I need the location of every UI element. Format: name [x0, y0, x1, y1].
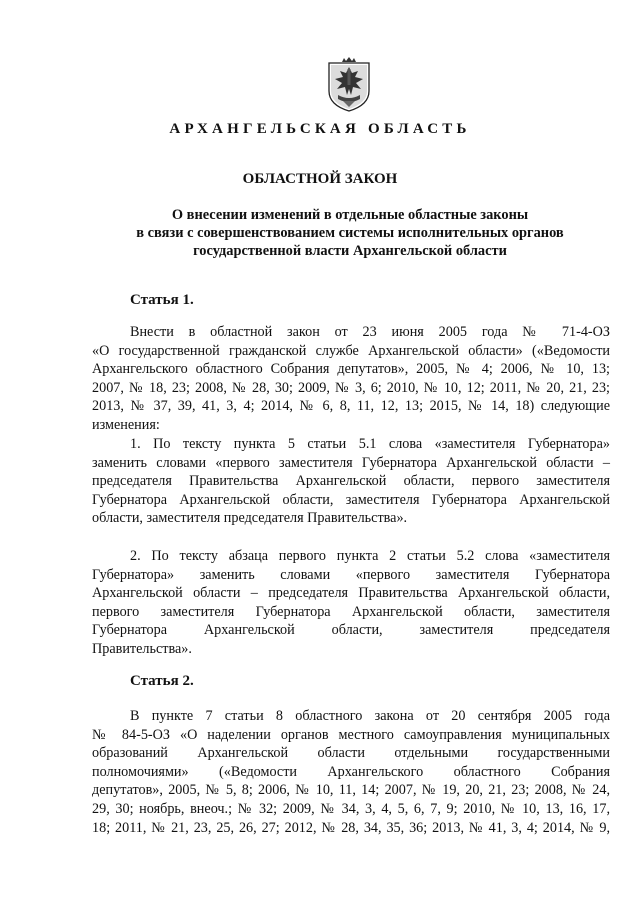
text-line: Внести в областной закон от 23 июня 2005 года № 71-4-ОЗ: [130, 324, 610, 340]
law-title-line: О внесении изменений в отдельные областные законы: [171, 207, 529, 223]
text-line: Губернатора Архангельской области, заместителя Губернатора Архангельской: [92, 491, 610, 508]
coat-of-arms-icon: [326, 57, 372, 113]
text-line: В пункте 7 статьи 8 областного закона от 20 сентября 2005 года: [130, 708, 610, 724]
article-1-heading: Статья 1.: [130, 292, 194, 308]
article-1-paragraph-2: [92, 435, 610, 528]
text-line: 29, 30; ноябрь, внеоч.; № 32; 2009, № 34, 3, 4, 5, 6, 7, 9; 2010, № 10, 13, 16, 17,: [92, 800, 610, 817]
text-line: Архангельского областного Собрания депутатов», 2005, № 4; 2006, № 10, 13;: [92, 361, 610, 378]
article-1-paragraph-1: [92, 323, 610, 435]
text-line: Губернатора» заменить словами «первого заместителя Губернатора: [92, 566, 610, 583]
text-line: заменить словами «первого заместителя Губернатора Архангельской области –: [92, 454, 610, 471]
text-line: образований Архангельской области отдельными государственными: [92, 745, 610, 762]
article-2-paragraph-1: [92, 707, 610, 837]
law-title-line: государственной власти Архангельской области: [193, 243, 507, 259]
text-line: 1. По тексту пункта 5 статьи 5.1 слова «заместителя Губернатора»: [130, 436, 610, 452]
text-line: депутатов», 2005, № 5, 8; 2006, № 10, 11, 14; 2007, № 19, 20, 21, 23; 2008, № 24,: [92, 782, 610, 799]
text-line: Правительства».: [92, 640, 192, 657]
text-line: первого заместителя Губернатора Архангельской области, заместителя: [92, 603, 610, 620]
law-title: [90, 206, 610, 260]
law-type-heading: ОБЛАСТНОЙ ЗАКОН: [242, 171, 398, 187]
text-line: № 84-5-ОЗ «О наделении органов местного самоуправления муниципальных: [92, 726, 610, 743]
article-1-paragraph-3: [92, 547, 610, 659]
region-name: АРХАНГЕЛЬСКАЯ ОБЛАСТЬ: [169, 121, 471, 137]
text-line: Губернатора Архангельской области, заместителя председателя: [92, 622, 610, 639]
text-line: изменения:: [92, 416, 160, 433]
text-line: полномочиями» («Ведомости Архангельского областного Собрания: [92, 763, 610, 780]
text-line: Архангельской области – председателя Правительства Архангельской области,: [92, 585, 610, 602]
text-line: 18; 2011, № 21, 23, 25, 26, 27; 2012, № 28, 34, 35, 36; 2013, № 41, 3, 4; 2014, № 9,: [92, 819, 610, 836]
article-2-heading: Статья 2.: [130, 673, 194, 689]
law-title-line: в связи с совершенствованием системы исполнительных органов: [136, 225, 564, 241]
text-line: 2013, № 37, 39, 41, 3, 4; 2014, № 6, 8, 11, 12, 13; 2015, № 14, 18) следующие: [92, 398, 610, 415]
text-line: 2007, № 18, 23; 2008, № 28, 30; 2009, № 3, 6; 2010, № 10, 12; 2011, № 20, 21, 23;: [92, 379, 610, 396]
text-line: председателя Правительства Архангельской области, первого заместителя: [92, 473, 610, 490]
text-line: 2. По тексту абзаца первого пункта 2 статьи 5.2 слова «заместителя: [130, 548, 610, 564]
text-line: «О государственной гражданской службе Архангельской области» («Ведомости: [92, 342, 610, 359]
text-line: области, заместителя председателя Правительства».: [92, 510, 408, 527]
